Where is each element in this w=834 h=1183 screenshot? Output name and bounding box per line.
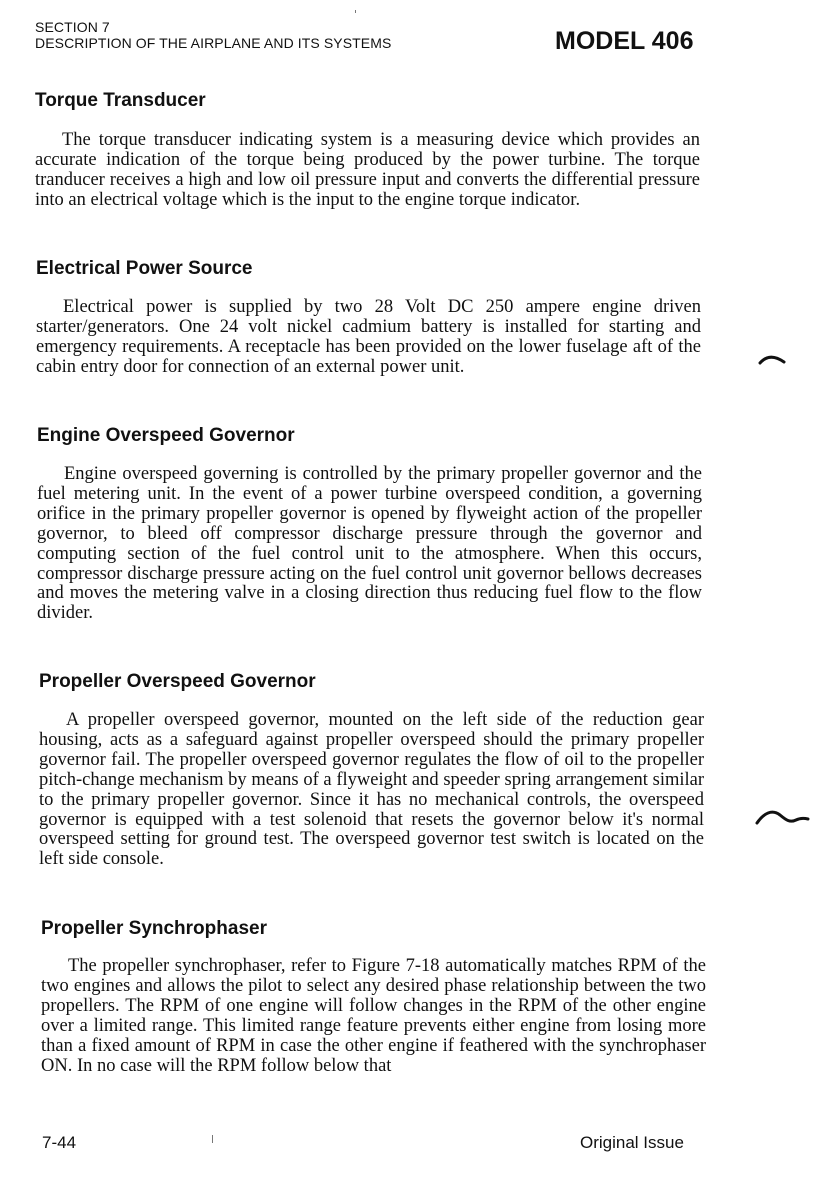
section-number: SECTION 7 xyxy=(35,19,110,35)
issue-label: Original Issue xyxy=(580,1133,684,1152)
scan-speck xyxy=(212,1135,213,1143)
page-number: 7-44 xyxy=(42,1133,77,1152)
section-heading: Propeller Overspeed Governor xyxy=(39,671,316,692)
section-heading: Torque Transducer xyxy=(35,90,206,111)
section-propeller-synchrophaser xyxy=(41,918,706,1076)
section-header xyxy=(35,19,391,51)
section-subtitle: DESCRIPTION OF THE AIRPLANE AND ITS SYSTEMS xyxy=(35,35,392,51)
section-electrical-power-source xyxy=(36,258,701,377)
section-paragraph: Electrical power is supplied by two 28 Volt DC 250 ampere engine driven starter/generators. One 24 volt nickel cadmium battery is installed for starting and emergency requirements. A receptacle has been provided on the lower fuselage aft of the cabin entry door for connection of an external power unit. xyxy=(36,297,701,377)
section-heading: Electrical Power Source xyxy=(36,258,253,279)
section-paragraph: The torque transducer indicating system is a measuring device which provides an accurate indication of the torque being produced by the power turbine. The torque tranducer receives a high and low oil pressure input and converts the differential pressure into an electrical voltage which is the input to the engine torque indicator. xyxy=(35,130,700,210)
revision-mark xyxy=(754,806,812,828)
revision-mark xyxy=(758,352,788,368)
section-paragraph: The propeller synchrophaser, refer to Figure 7-18 automatically matches RPM of the two engines and allows the pilot to select any desired phase relationship between the two propellers. The RPM of one engine will follow changes in the RPM of the other engine over a limited range. This limited range feature prevents either engine from losing more than a fixed amount of RPM in case the other engine if feathered with the synchrophaser ON. In no case will the RPM follow below that xyxy=(41,956,706,1076)
section-torque-transducer xyxy=(35,90,700,210)
model-title: MODEL 406 xyxy=(555,27,694,55)
scan-speck xyxy=(355,10,356,13)
section-propeller-overspeed-governor xyxy=(39,671,704,870)
section-paragraph: Engine overspeed governing is controlled by the primary propeller governor and the fuel metering unit. In the event of a power turbine overspeed condition, a governing orifice in the primary propeller governor is opened by flyweight action of the propeller governor, to bleed off compressor discharge pressure through the governor and computing section of the fuel control unit to the atmosphere. When this occurs, compressor discharge pressure acting on the fuel control unit governor bellows decreases and moves the metering valve in a closing direction thus reducing fuel flow to the flow divider. xyxy=(37,464,702,624)
section-heading: Propeller Synchrophaser xyxy=(41,918,267,939)
section-engine-overspeed-governor xyxy=(37,425,702,624)
section-heading: Engine Overspeed Governor xyxy=(37,425,295,446)
section-paragraph: A propeller overspeed governor, mounted on the left side of the reduction gear housing, acts as a safeguard against propeller overspeed should the primary propeller governor fail. The propeller overspeed governor regulates the flow of oil to the propeller pitch-change mechanism by means of a flyweight and speeder spring arrangement similar to the primary propeller governor. Since it has no mechanical controls, the overspeed governor is equipped with a test solenoid that resets the governor below it's normal overspeed setting for ground test. The overspeed governor test switch is located on the left side console. xyxy=(39,710,704,870)
